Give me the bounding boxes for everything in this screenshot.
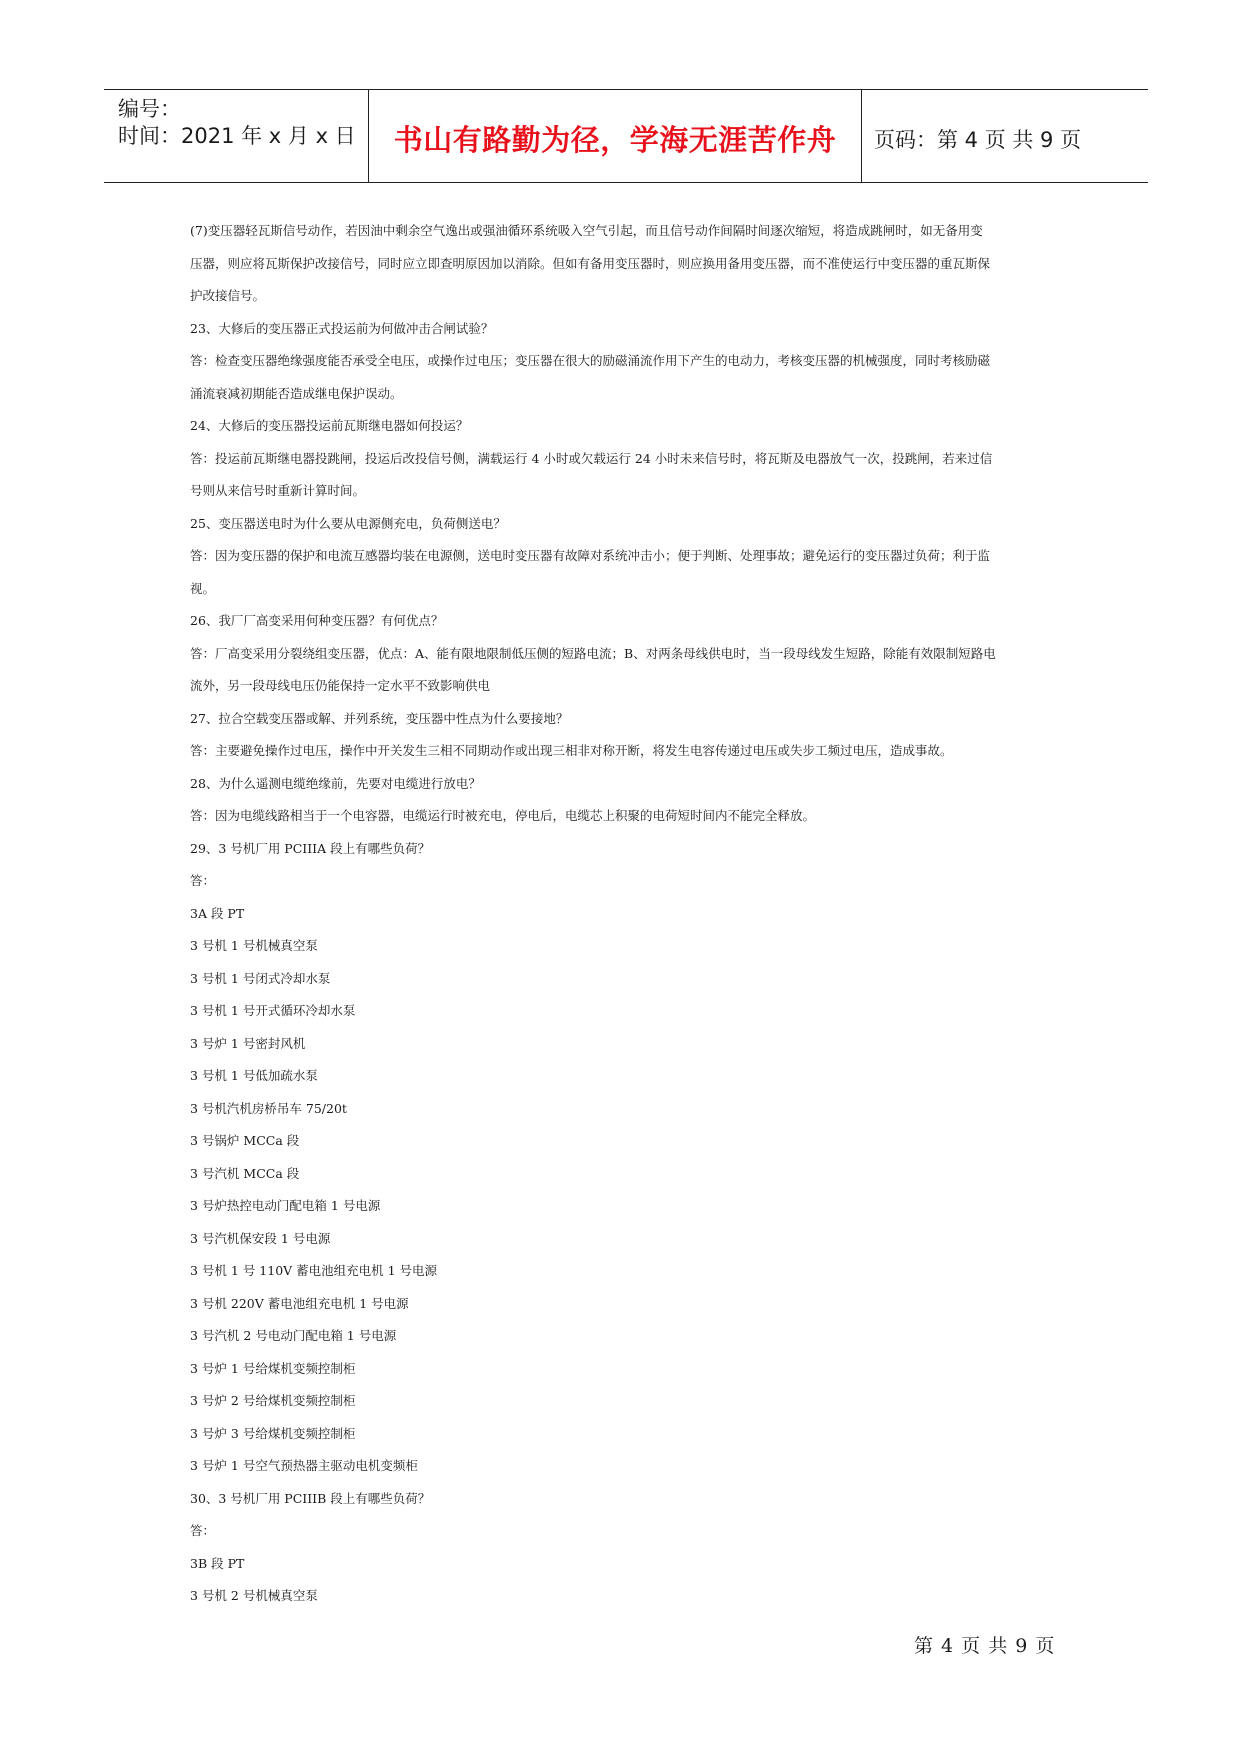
text-line: 3 号机 1 号低加疏水泵	[190, 1068, 318, 1083]
text-line: 26、我厂厂高变采用何种变压器？有何优点？	[190, 613, 444, 628]
text-line: 涌流衰减初期能否造成继电保护误动。	[190, 385, 403, 401]
text-line: 答：	[190, 1523, 216, 1538]
text-line: 3 号机 1 号 110V 蓄电池组充电机 1 号电源	[190, 1263, 438, 1278]
text-line: 3 号锅炉 MCCa 段	[190, 1133, 300, 1148]
text-line: 23、大修后的变压器正式投运前为何做冲击合闸试验？	[190, 320, 494, 336]
page-header	[104, 89, 1148, 183]
text-line: 27、拉合空载变压器或解、并列系统，变压器中性点为什么要接地？	[190, 710, 569, 726]
header-page-number: 页码：第 4 页 共 9 页	[874, 128, 1082, 152]
text-line: 护改接信号。	[190, 288, 266, 303]
text-line: 3B 段 PT	[190, 1555, 245, 1571]
header-motto-cell	[368, 90, 862, 182]
text-line: 30、3 号机厂用 PCIIIB 段上有哪些负荷？	[190, 1490, 431, 1506]
text-line: 3 号炉 1 号给煤机变频控制柜	[190, 1360, 356, 1376]
text-line: 3 号炉 3 号给煤机变频控制柜	[190, 1425, 356, 1441]
header-page-cell	[862, 90, 1148, 182]
text-line: 答：厂高变采用分裂绕组变压器，优点：A、能有限地限制低压侧的短路电流；B、对两条母线供电时，当一段母线发生短路，除能有效限制短路电	[190, 645, 996, 661]
text-line: 24、大修后的变压器投运前瓦斯继电器如何投运？	[190, 418, 469, 433]
text-line: 3 号机 2 号机械真空泵	[190, 1588, 318, 1603]
document-number-label: 编号：	[118, 97, 181, 121]
text-line: 29、3 号机厂用 PCIIIA 段上有哪些负荷？	[190, 840, 431, 856]
text-line: 25、变压器送电时为什么要从电源侧充电，负荷侧送电？	[190, 515, 506, 531]
text-line: 答：	[190, 873, 216, 888]
text-line: 3A 段 PT	[190, 905, 245, 921]
header-motto: 书山有路勤为径，学海无涯苦作舟	[393, 123, 837, 157]
text-line: 3 号机 1 号机械真空泵	[190, 938, 318, 953]
text-line: 3 号汽机保安段 1 号电源	[190, 1230, 331, 1246]
text-line: 3 号炉 1 号空气预热器主驱动电机变频柜	[190, 1458, 418, 1473]
text-line: 答：投运前瓦斯继电器投跳闸，投运后改投信号侧，满载运行 4 小时或欠载运行 24 小时未来信号时，将瓦斯及电器放气一次，投跳闸，若来过信	[190, 450, 993, 466]
text-line: 3 号机 1 号闭式冷却水泵	[190, 970, 331, 986]
text-line: 答：因为电缆线路相当于一个电容器，电缆运行时被充电，停电后，电缆芯上积聚的电荷短时间内不能完全释放。	[190, 808, 816, 823]
text-line: 答：主要避免操作过电压，操作中开关发生三相不同期动作或出现三相非对称开断，将发生电容传递过电压或失步工频过电压，造成事故。	[190, 743, 953, 758]
text-line: 3 号机汽机房桥吊车 75/20t	[190, 1100, 347, 1116]
text-line: 3 号炉 1 号密封风机	[190, 1035, 306, 1051]
text-line: (7)变压器轻瓦斯信号动作，若因油中剩余空气逸出或强油循环系统吸入空气引起，而且信号动作间隔时间逐次缩短，将造成跳闸时，如无备用变	[190, 223, 983, 238]
text-line: 28、为什么遥测电缆绝缘前，先要对电缆进行放电？	[190, 775, 481, 791]
text-line: 压器，则应将瓦斯保护改接信号，同时应立即查明原因加以消除。但如有备用变压器时，则应换用备用变压器，而不准使运行中变压器的重瓦斯保	[190, 255, 991, 271]
text-line: 3 号机 1 号开式循环冷却水泵	[190, 1003, 356, 1018]
header-info-cell	[104, 90, 368, 182]
text-line: 答：因为变压器的保护和电流互感器均装在电源侧，送电时变压器有故障对系统冲击小；便于判断、处理事故；避免运行的变压器过负荷；利于监	[190, 548, 991, 563]
footer-page-number: 第 4 页 共 9 页	[914, 1635, 1056, 1657]
document-body	[190, 215, 1070, 1613]
document-time-label: 时间：2021 年 x 月 x 日	[118, 124, 356, 148]
text-line: 3 号机 220V 蓄电池组充电机 1 号电源	[190, 1295, 409, 1311]
text-line: 视。	[190, 580, 216, 596]
text-line: 3 号炉热控电动门配电箱 1 号电源	[190, 1198, 381, 1213]
text-line: 3 号汽机 MCCa 段	[190, 1165, 300, 1181]
text-line: 3 号汽机 2 号电动门配电箱 1 号电源	[190, 1328, 397, 1343]
text-line: 答：检查变压器绝缘强度能否承受全电压，或操作过电压；变压器在很大的励磁涌流作用下产生的电动力，考核变压器的机械强度，同时考核励磁	[190, 353, 991, 368]
text-line: 3 号炉 2 号给煤机变频控制柜	[190, 1393, 356, 1408]
text-line: 流外，另一段母线电压仍能保持一定水平不致影响供电	[190, 678, 491, 693]
text-line: 号则从来信号时重新计算时间。	[190, 483, 366, 498]
